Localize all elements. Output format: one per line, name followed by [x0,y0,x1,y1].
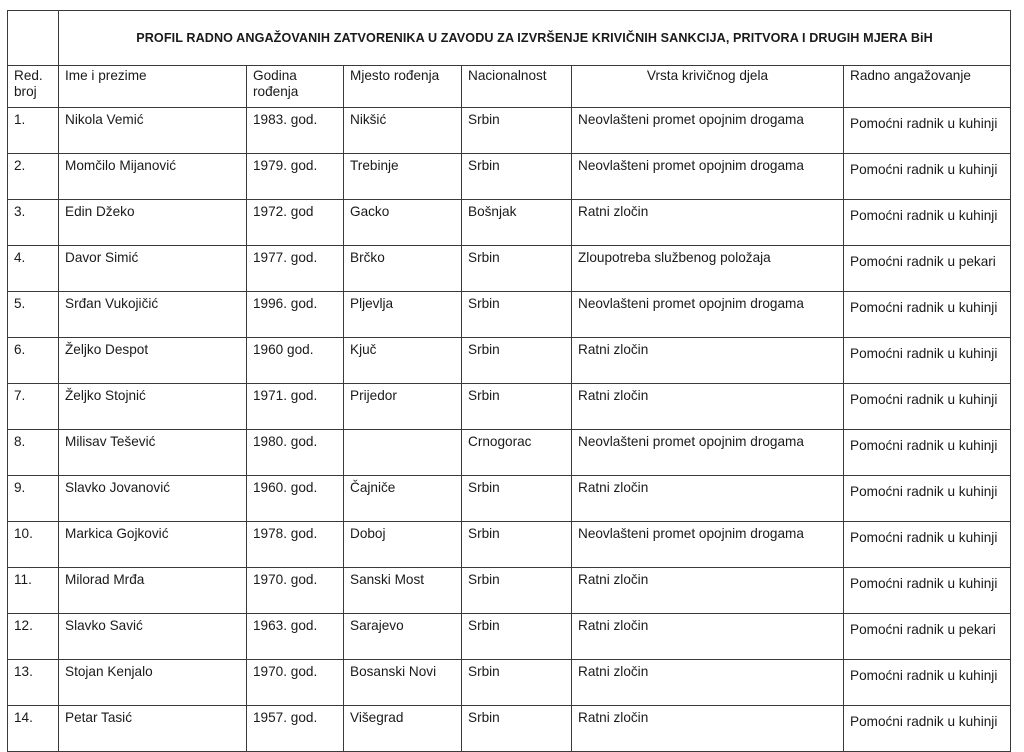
cell-place: Gacko [344,200,462,246]
cell-place: Doboj [344,522,462,568]
cell-nationality: Srbin [462,384,572,430]
table-row [8,660,1011,706]
cell-work: Pomoćni radnik u kuhinji [844,522,1011,568]
cell-nationality: Crnogorac [462,430,572,476]
cell-num: 7. [8,384,59,430]
cell-name: Momčilo Mijanović [59,154,247,200]
cell-work: Pomoćni radnik u kuhinji [844,108,1011,154]
title-row [8,11,1011,66]
cell-crime: Neovlašteni promet opojnim drogama [572,108,844,154]
table-row [8,108,1011,154]
table-row [8,568,1011,614]
cell-year: 1983. god. [247,108,344,154]
header-work: Radno angažovanje [844,66,1011,108]
cell-place: Kjuč [344,338,462,384]
cell-num: 11. [8,568,59,614]
cell-name: Petar Tasić [59,706,247,752]
document-sheet [7,10,1010,729]
table-row [8,430,1011,476]
cell-year: 1970. god. [247,660,344,706]
cell-year: 1963. god. [247,614,344,660]
table-row [8,522,1011,568]
cell-name: Milisav Tešević [59,430,247,476]
cell-year: 1957. god. [247,706,344,752]
table-row [8,706,1011,752]
cell-work: Pomoćni radnik u kuhinji [844,476,1011,522]
cell-name: Nikola Vemić [59,108,247,154]
title-blank-cell [8,11,59,66]
cell-nationality: Srbin [462,476,572,522]
cell-name: Slavko Savić [59,614,247,660]
table-row [8,154,1011,200]
cell-name: Željko Despot [59,338,247,384]
cell-work: Pomoćni radnik u pekari [844,614,1011,660]
cell-crime: Zloupotreba službenog položaja [572,246,844,292]
cell-year: 1970. god. [247,568,344,614]
cell-crime: Neovlašteni promet opojnim drogama [572,522,844,568]
cell-num: 14. [8,706,59,752]
cell-num: 1. [8,108,59,154]
cell-year: 1960 god. [247,338,344,384]
document-title: PROFIL RADNO ANGAŽOVANIH ZATVORENIKA U ZAVODU ZA IZVRŠENJE KRIVIČNIH SANKCIJA, PRITVORA I DRUGIH MJERA BiH [59,11,1011,66]
cell-crime: Ratni zločin [572,660,844,706]
cell-num: 8. [8,430,59,476]
cell-num: 9. [8,476,59,522]
cell-work: Pomoćni radnik u kuhinji [844,660,1011,706]
cell-year: 1971. god. [247,384,344,430]
table-row [8,200,1011,246]
cell-place: Sarajevo [344,614,462,660]
cell-work: Pomoćni radnik u kuhinji [844,384,1011,430]
cell-nationality: Srbin [462,568,572,614]
header-row [8,66,1011,108]
cell-name: Milorad Mrđa [59,568,247,614]
cell-num: 4. [8,246,59,292]
cell-nationality: Bošnjak [462,200,572,246]
cell-work: Pomoćni radnik u kuhinji [844,568,1011,614]
cell-year: 1977. god. [247,246,344,292]
cell-year: 1980. god. [247,430,344,476]
cell-place: Pljevlja [344,292,462,338]
cell-year: 1960. god. [247,476,344,522]
table-row [8,476,1011,522]
cell-work: Pomoćni radnik u kuhinji [844,200,1011,246]
cell-crime: Ratni zločin [572,338,844,384]
cell-num: 5. [8,292,59,338]
cell-nationality: Srbin [462,292,572,338]
cell-crime: Ratni zločin [572,706,844,752]
cell-crime: Neovlašteni promet opojnim drogama [572,154,844,200]
table-row [8,614,1011,660]
cell-work: Pomoćni radnik u kuhinji [844,292,1011,338]
cell-name: Markica Gojković [59,522,247,568]
cell-place: Čajniče [344,476,462,522]
header-nationality: Nacionalnost [462,66,572,108]
cell-name: Edin Džeko [59,200,247,246]
cell-num: 13. [8,660,59,706]
cell-year: 1978. god. [247,522,344,568]
cell-nationality: Srbin [462,108,572,154]
header-place: Mjesto rođenja [344,66,462,108]
cell-crime: Ratni zločin [572,476,844,522]
cell-work: Pomoćni radnik u kuhinji [844,706,1011,752]
prisoner-table [7,10,1011,752]
cell-nationality: Srbin [462,154,572,200]
cell-nationality: Srbin [462,614,572,660]
cell-year: 1979. god. [247,154,344,200]
cell-year: 1996. god. [247,292,344,338]
cell-crime: Ratni zločin [572,614,844,660]
cell-place: Trebinje [344,154,462,200]
cell-num: 12. [8,614,59,660]
cell-place: Brčko [344,246,462,292]
cell-name: Srđan Vukojičić [59,292,247,338]
cell-name: Slavko Jovanović [59,476,247,522]
cell-num: 2. [8,154,59,200]
cell-num: 3. [8,200,59,246]
cell-name: Stojan Kenjalo [59,660,247,706]
cell-nationality: Srbin [462,246,572,292]
cell-nationality: Srbin [462,338,572,384]
cell-crime: Neovlašteni promet opojnim drogama [572,430,844,476]
cell-name: Davor Simić [59,246,247,292]
cell-nationality: Srbin [462,706,572,752]
cell-name: Željko Stojnić [59,384,247,430]
table-row [8,384,1011,430]
header-crime: Vrsta krivičnog djela [572,66,844,108]
table-row [8,338,1011,384]
cell-place: Bosanski Novi [344,660,462,706]
cell-work: Pomoćni radnik u kuhinji [844,338,1011,384]
cell-crime: Ratni zločin [572,568,844,614]
header-year: Godina rođenja [247,66,344,108]
cell-crime: Ratni zločin [572,384,844,430]
table-row [8,246,1011,292]
cell-place: Višegrad [344,706,462,752]
cell-crime: Ratni zločin [572,200,844,246]
cell-year: 1972. god [247,200,344,246]
cell-place: Sanski Most [344,568,462,614]
cell-num: 6. [8,338,59,384]
header-num: Red. broj [8,66,59,108]
cell-nationality: Srbin [462,660,572,706]
header-name: Ime i prezime [59,66,247,108]
cell-nationality: Srbin [462,522,572,568]
cell-work: Pomoćni radnik u kuhinji [844,154,1011,200]
cell-work: Pomoćni radnik u pekari [844,246,1011,292]
cell-num: 10. [8,522,59,568]
cell-work: Pomoćni radnik u kuhinji [844,430,1011,476]
cell-place: Nikšić [344,108,462,154]
cell-crime: Neovlašteni promet opojnim drogama [572,292,844,338]
table-row [8,292,1011,338]
cell-place: Prijedor [344,384,462,430]
cell-place [344,430,462,476]
